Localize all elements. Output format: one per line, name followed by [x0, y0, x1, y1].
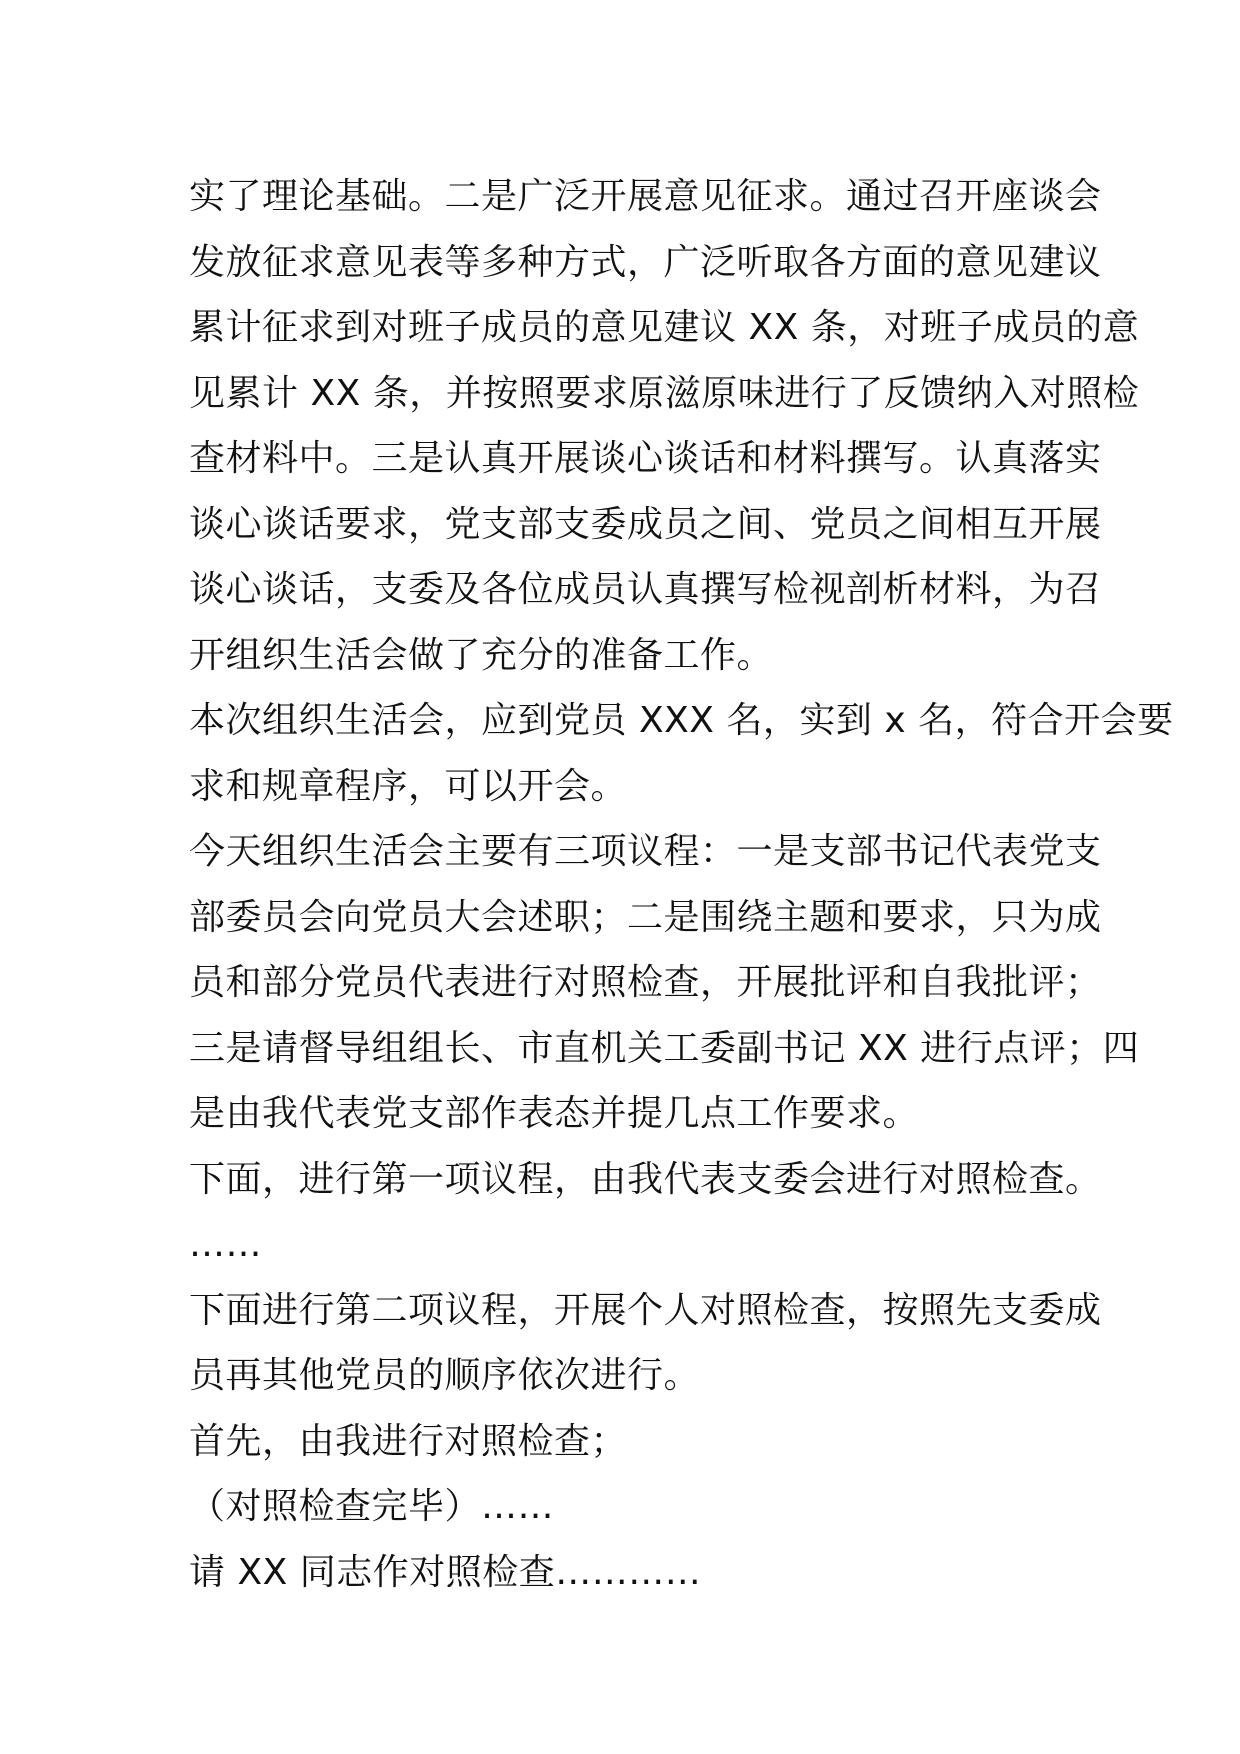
text-line: 下面，进行第一项议程，由我代表支委会进行对照检查。	[189, 1158, 1102, 1200]
document-body	[189, 164, 1174, 1605]
text-line: 谈心谈话要求，党支部支委成员之间、党员之间相互开展	[189, 503, 1102, 545]
text-line: （对照检查完毕）……	[189, 1486, 555, 1527]
text-line: 首先，由我进行对照检查；	[189, 1420, 628, 1462]
text-line: 本次组织生活会，应到党员 XXX 名，实到 x 名，符合开会要	[189, 700, 1174, 741]
text-line: 发放征求意见表等多种方式，广泛听取各方面的意见建议	[189, 241, 1102, 283]
text-line: 谈心谈话，支委及各位成员认真撰写检视剖析材料，为召	[189, 569, 1102, 610]
text-line: 累计征求到对班子成员的意见建议 XX 条，对班子成员的意	[189, 307, 1140, 348]
text-line: 查材料中。三是认真开展谈心谈话和材料撰写。认真落实	[189, 438, 1102, 479]
text-line: 是由我代表党支部作表态并提几点工作要求。	[189, 1093, 920, 1134]
text-line: 今天组织生活会主要有三项议程：一是支部书记代表党支	[189, 831, 1102, 872]
text-line: 三是请督导组组长、市直机关工委副书记 XX 进行点评；四	[189, 1027, 1140, 1069]
text-line: 实了理论基础。二是广泛开展意见征求。通过召开座谈会	[189, 176, 1102, 217]
text-line: 见累计 XX 条，并按照要求原滋原味进行了反馈纳入对照检	[189, 372, 1140, 414]
text-line: 员和部分党员代表进行对照检查，开展批评和自我批评；	[189, 962, 1102, 1003]
text-line: 部委员会向党员大会述职；二是围绕主题和要求，只为成	[189, 896, 1102, 938]
text-line: 求和规章程序，可以开会。	[189, 765, 628, 807]
text-line: ……	[189, 1224, 262, 1265]
text-line: 下面进行第二项议程，开展个人对照检查，按照先支委成	[189, 1289, 1102, 1331]
text-line: 请 XX 同志作对照检查…………	[189, 1551, 702, 1593]
text-line: 员再其他党员的顺序依次进行。	[189, 1355, 701, 1396]
text-line: 开组织生活会做了充分的准备工作。	[189, 634, 774, 676]
